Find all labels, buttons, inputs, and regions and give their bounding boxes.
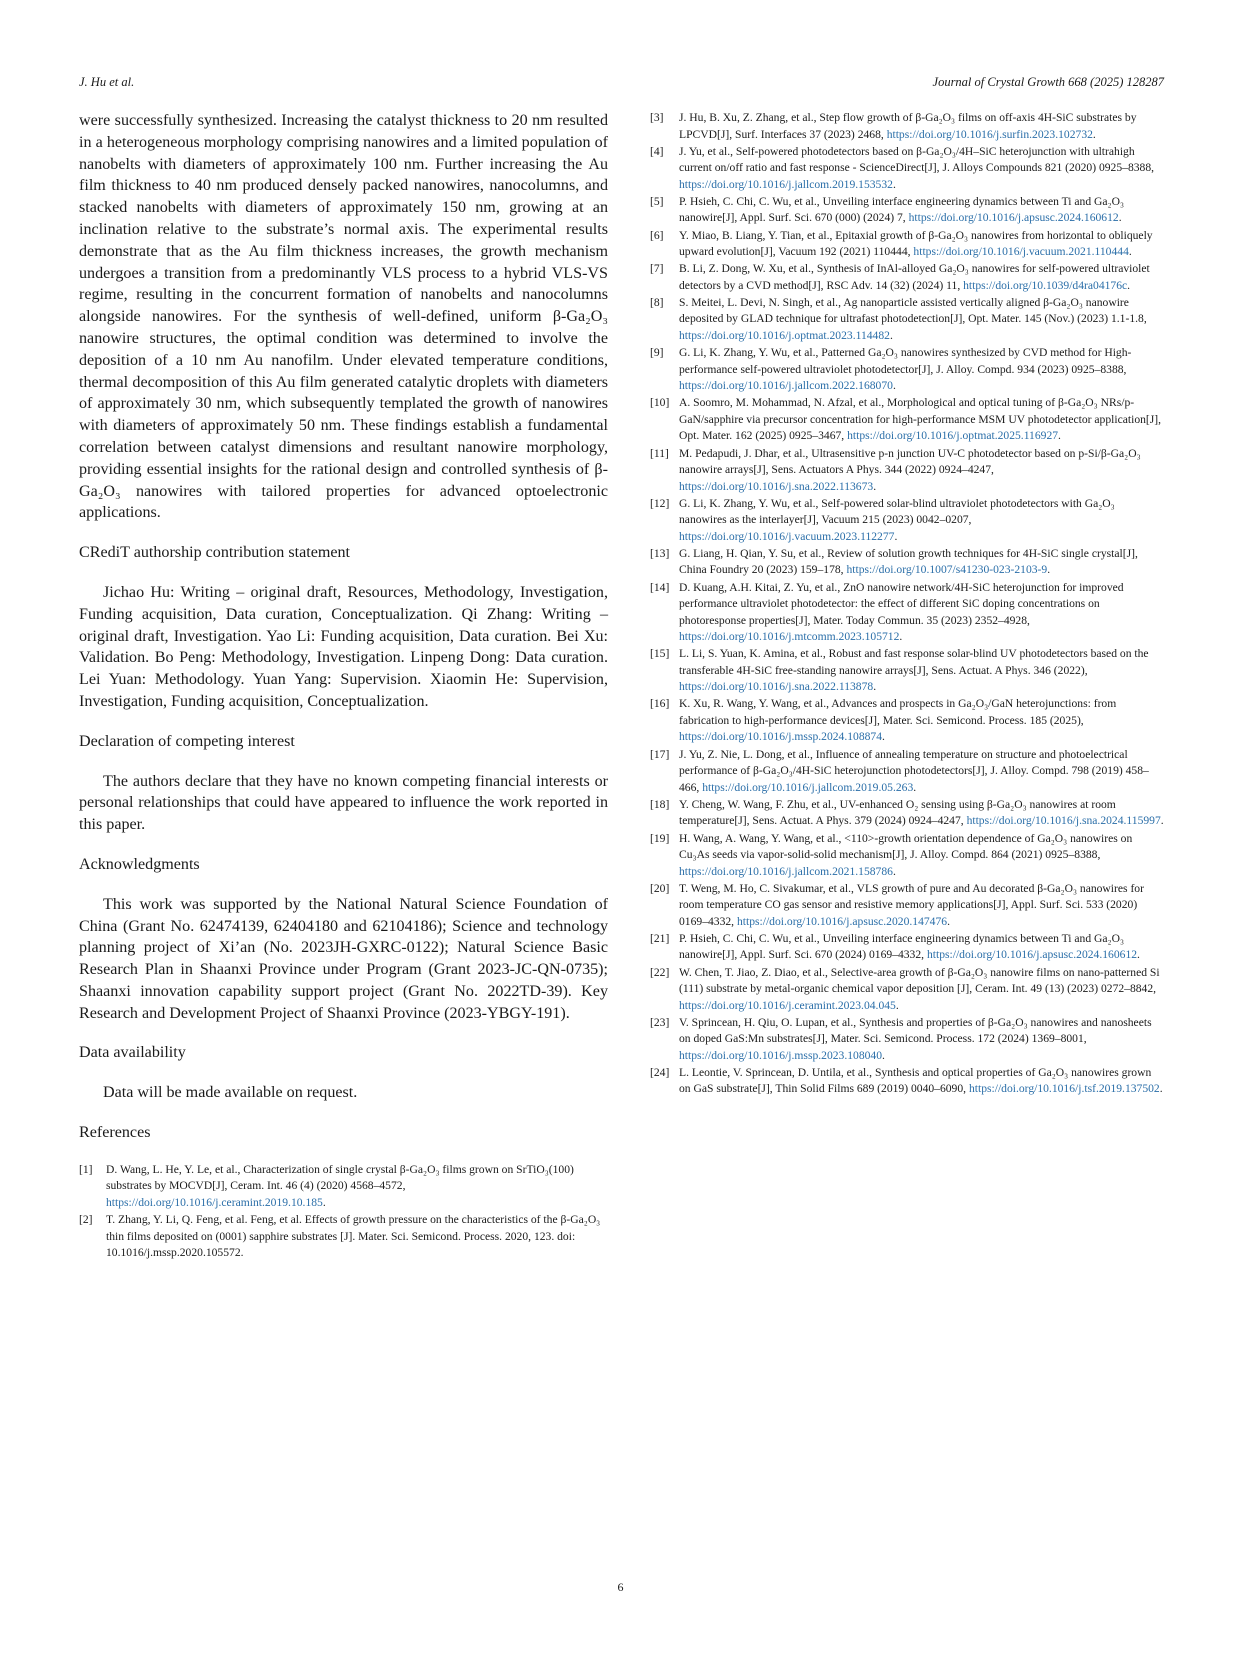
- reference-tail: .: [873, 479, 877, 493]
- reference-number: [5]: [650, 194, 664, 208]
- reference-item: [650, 965, 1164, 1015]
- reference-item: [650, 261, 1164, 294]
- credit-heading: CRediT authorship contribution statement: [79, 544, 351, 562]
- reference-number: [22]: [650, 965, 670, 979]
- reference-text: S. Meitei, L. Devi, N. Singh, et al., Ag nanoparticle assisted vertically aligned β-Ga₂O₃ nanowire deposited by GLAD technique for ultrafast photodetection[J], Opt. Mater. 145 (Nov.) (2023) 1.1-1.8,: [679, 295, 1147, 326]
- reference-number: [6]: [650, 228, 664, 242]
- reference-tail: .: [873, 680, 877, 694]
- right-column: [650, 110, 1164, 1099]
- reference-tail: .: [1127, 278, 1131, 292]
- reference-item: [650, 395, 1164, 445]
- reference-tail: .: [947, 914, 950, 928]
- reference-list-left: [79, 1162, 608, 1262]
- reference-text: J. Yu, Z. Nie, L. Dong, et al., Influence of annealing temperature on structure and photoelectrical performance of β-Ga₂O₃/4H-SiC heterojunction photodetectors[J], J. Alloy. Compd. 798 (2019) 458–466,: [679, 747, 1149, 794]
- left-column: [79, 110, 608, 1262]
- reference-doi-link[interactable]: https://doi.org/10.1016/j.vacuum.2023.112277: [679, 529, 895, 543]
- reference-number: [9]: [650, 346, 664, 360]
- reference-item: [650, 295, 1164, 345]
- reference-text: T. Weng, M. Ho, C. Sivakumar, et al., VLS growth of pure and Au decorated β-Ga₂O₃ nanowires for room temperature CO gas sensor and resistive memory applications[J], Appl. Surf. Sci. 533 (2020) 0169–4332,: [679, 881, 1144, 928]
- acknowledgments-text: This work was supported by the National Natural Science Foundation of China (Grant No. 62474139, 62404180 and 62104186); Science and technology planning project of Xi’an (No. 2023JH-GXRC-0122); Natural Science Basic Research Plan in Shaanxi Province under Program (Grant 2023-JC-QN-0735); Shaanxi innovation capability support project (Grant No. 2022TD-39). Key Research and Development Project of Shaanxi Province (2023-YBGY-191).: [79, 895, 608, 1022]
- reference-text: A. Soomro, M. Mohammad, N. Afzal, et al., Morphological and optical tuning of β-Ga₂O₃ NRs/p-GaN/sapphire via precursor concentration for high-performance MSM UV photodetector application[J], Opt. Mater. 162 (2025) 0925–3467,: [679, 396, 1162, 443]
- reference-tail: .: [892, 864, 896, 878]
- credit-text: Jichao Hu: Writing – original draft, Resources, Methodology, Investigation, Funding acquisition, Data curation, Conceptualization. Qi Zhang: Writing – original draft, Investigation. Yao Li: Funding acquisition, Data curation. Bei Xu: Validation. Bo Peng: Methodology, Investigation. Linpeng Dong: Data curation. Lei Yuan: Methodology. Yuan Yang: Supervision. Xiaomin He: Supervision, Investigation, Funding acquisition, Conceptualization.: [79, 583, 608, 710]
- reference-doi-link[interactable]: https://doi.org/10.1016/j.ceramint.2019.10.185: [106, 1195, 323, 1209]
- reference-doi-link[interactable]: https://doi.org/10.1016/j.mssp.2024.108874: [679, 730, 883, 744]
- reference-text: G. Li, K. Zhang, Y. Wu, et al., Self-powered solar-blind ultraviolet photodetectors with Ga₂O₃ nanowires as the interlayer[J], Vacuum 215 (2023) 0042–0207,: [679, 496, 1115, 527]
- reference-number: [12]: [650, 496, 670, 510]
- reference-number: [23]: [650, 1015, 670, 1029]
- reference-item: [650, 696, 1164, 746]
- reference-item: [79, 1162, 608, 1212]
- reference-doi-link[interactable]: https://doi.org/10.1016/j.tsf.2019.137502: [968, 1082, 1160, 1096]
- reference-number: [24]: [650, 1065, 670, 1079]
- reference-doi-link[interactable]: https://doi.org/10.1016/j.sna.2022.113673: [679, 479, 874, 493]
- competing-interest-text: The authors declare that they have no known competing financial interests or personal relationships that could have appeared to influence the work reported in this paper.: [79, 772, 608, 834]
- reference-tail: .: [894, 529, 898, 543]
- reference-number: [21]: [650, 931, 670, 945]
- reference-tail: .: [1160, 814, 1164, 828]
- header-authors: J. Hu et al.: [79, 75, 135, 89]
- reference-item: [650, 110, 1164, 143]
- reference-item: [650, 546, 1164, 579]
- reference-item: [650, 496, 1164, 546]
- reference-tail: .: [322, 1195, 326, 1209]
- reference-text: J. Yu, et al., Self-powered photodetectors based on β-Ga₂O₃/4H–SiC heterojunction with ultrahigh current on/off ratio and fast response - ScienceDirect[J], J. Alloys Compounds 821 (2020) 0925–8388,: [679, 144, 1155, 175]
- reference-text: J. Hu, B. Xu, Z. Zhang, et al., Step flow growth of β-Ga₂O₃ films on off-axis 4H-SiC substrates by LPCVD[J], Surf. Interfaces 37 (2023) 2468,: [679, 111, 1137, 141]
- acknowledgments-heading: Acknowledgments: [79, 855, 200, 873]
- reference-number: [14]: [650, 580, 670, 594]
- reference-number: [4]: [650, 144, 664, 158]
- reference-text: B. Li, Z. Dong, W. Xu, et al., Synthesis of InAl-alloyed Ga₂O₃ nanowires for self-powered ultraviolet detectors by a CVD method[J], RSC Adv. 14 (32) (2024) 11,: [679, 262, 1150, 292]
- reference-item: [650, 831, 1164, 881]
- reference-doi-link[interactable]: https://doi.org/10.1007/s41230-023-2103-9: [846, 563, 1048, 577]
- reference-number: [8]: [650, 295, 664, 309]
- header-journal: Journal of Crystal Growth 668 (2025) 128287: [932, 75, 1164, 89]
- reference-number: [18]: [650, 797, 670, 811]
- reference-tail: .: [882, 1048, 885, 1062]
- reference-tail: .: [892, 177, 896, 191]
- reference-doi-link[interactable]: https://doi.org/10.1016/j.jallcom.2022.168070: [679, 379, 893, 393]
- data-availability-heading: Data availability: [79, 1044, 186, 1062]
- reference-item: [650, 1015, 1164, 1065]
- reference-item: [650, 797, 1164, 830]
- reference-tail: .: [1159, 1082, 1163, 1096]
- reference-tail: .: [892, 379, 896, 393]
- reference-text: Y. Miao, B. Liang, Y. Tian, et al., Epitaxial growth of β-Ga₂O₃ nanowires from horizontal to obliquely upward evolution[J], Vacuum 192 (2021) 110444,: [679, 228, 1153, 259]
- reference-item: [650, 580, 1164, 646]
- reference-doi-link[interactable]: https://doi.org/10.1016/j.jallcom.2019.153532: [679, 177, 893, 191]
- reference-number: [17]: [650, 747, 670, 761]
- reference-item: [650, 931, 1164, 964]
- reference-text: D. Kuang, A.H. Kitai, Z. Yu, et al., ZnO nanowire network/4H-SiC heterojunction for improved performance ultraviolet photodetector: the effect of different SiC doping concentrations on photoresponse properties[J], Mater. Today Commun. 35 (2023) 2352–4928,: [679, 580, 1124, 627]
- reference-doi-link[interactable]: https://doi.org/10.1016/j.jallcom.2019.05.263: [702, 780, 914, 794]
- reference-doi-link[interactable]: https://doi.org/10.1016/j.ceramint.2023.04.045: [679, 998, 896, 1012]
- reference-number: [10]: [650, 396, 670, 410]
- conclusion-paragraph: were successfully synthesized. Increasing the catalyst thickness to 20 nm resulted in a heterogeneous morphology comprising nanowires and a limited population of nanobelts with diameters of approximately 100 nm. Further increasing the Au film thickness to 40 nm produced densely packed nanowires, nanocolumns, and stacked nanobelts with diameters of approximately 150 nm, growing at an inclination relative to the substrate’s normal axis. The experimental results demonstrate that as the Au film thickness increases, the growth mechanism undergoes a transition from a predominantly VLS process to a hybrid VLS-VS regime, resulting in the concurrent formation of nanobelts and nanocolumns alongside nanowires. For the synthesis of well-defined, uniform β-Ga₂O₃ nanowire structures, the optimal condition was determined to involve the deposition of a 10 nm Au nanofilm. Under elevated temperature conditions, thermal decomposition of this Au film generated catalytic droplets with diameters of approximately 30 nm, which subsequently templated the growth of nanowires with diameters of approximately 50 nm. These findings establish a fundamental correlation between catalyst dimensions and resultant nanowire morphology, providing essential insights for the rational design and controlled synthesis of β-Ga₂O₃ nanowires with tailored properties for advanced optoelectronic applications.: [79, 112, 608, 522]
- reference-item: [79, 1212, 608, 1262]
- reference-number: [16]: [650, 697, 670, 711]
- reference-doi-link[interactable]: https://doi.org/10.1016/j.sna.2024.115997: [966, 814, 1161, 828]
- reference-tail: .: [882, 730, 885, 744]
- reference-tail: .: [1128, 245, 1132, 259]
- reference-number: [19]: [650, 831, 670, 845]
- running-header: [79, 75, 1164, 95]
- reference-item: [650, 194, 1164, 227]
- reference-item: [650, 446, 1164, 496]
- reference-doi-link[interactable]: https://doi.org/10.1016/j.apsusc.2024.160612: [908, 211, 1119, 225]
- reference-number: [3]: [650, 111, 664, 124]
- reference-tail: .: [895, 998, 899, 1012]
- reference-number: [2]: [79, 1213, 93, 1227]
- reference-text: W. Chen, T. Jiao, Z. Diao, et al., Selective-area growth of β-Ga₂O₃ nanowire films on nano-patterned Si (111) substrate by metal-organic chemical vapor deposition [J], Ceram. Int. 49 (13) (2023) 0272–8842,: [679, 965, 1160, 996]
- reference-text: L. Leontie, V. Sprincean, D. Untila, et al., Synthesis and optical properties of Ga₂O₃ nanowires grown on GaS substrate[J], Thin Solid Films 689 (2019) 0040–6090,: [679, 1065, 1152, 1096]
- reference-text: T. Zhang, Y. Li, Q. Feng, et al. Feng, et al. Effects of growth pressure on the characteristics of the β-Ga₂O₃ thin films deposited on (0001) sapphire substrates [J]. Mater. Sci. Semicond. Process. 2020, 123. doi: 10.1016/j.mssp.2020.105572.: [106, 1213, 601, 1260]
- reference-doi-link[interactable]: https://doi.org/10.1016/j.jallcom.2021.158786: [679, 864, 893, 878]
- reference-text: P. Hsieh, C. Chi, C. Wu, et al., Unveiling interface engineering dynamics between Ti and Ga₂O₃ nanowire[J], Appl. Surf. Sci. 670 (2024) 0169–4332,: [679, 931, 1124, 962]
- reference-doi-link[interactable]: https://doi.org/10.1016/j.surfin.2023.102732: [886, 127, 1093, 141]
- page-number: 6: [617, 1580, 624, 1594]
- reference-doi-link[interactable]: https://doi.org/10.1016/j.optmat.2023.114482: [679, 328, 890, 342]
- reference-text: Y. Cheng, W. Wang, F. Zhu, et al., UV-enhanced O₂ sensing using β-Ga₂O₃ nanowires at room temperature[J], Sens. Actuat. A Phys. 379 (2024) 0924–4247,: [679, 797, 1116, 828]
- reference-tail: .: [1058, 429, 1061, 443]
- reference-number: [7]: [650, 262, 664, 276]
- reference-number: [15]: [650, 647, 670, 661]
- competing-interest-heading: Declaration of competing interest: [79, 732, 295, 750]
- reference-item: [650, 646, 1164, 696]
- reference-doi-link[interactable]: https://doi.org/10.1016/j.mssp.2023.108040: [679, 1048, 883, 1062]
- reference-number: [13]: [650, 546, 670, 560]
- reference-doi-link[interactable]: https://doi.org/10.1016/j.sna.2022.113878: [679, 680, 874, 694]
- reference-text: V. Sprincean, H. Qiu, O. Lupan, et al., Synthesis and properties of β-Ga₂O₃ nanowires and nanosheets on doped GaS:Mn substrates[J], Mater. Sci. Semicond. Process. 172 (2024) 1369–8001,: [679, 1015, 1152, 1046]
- reference-text: H. Wang, A. Wang, Y. Wang, et al., <110>-growth orientation dependence of Ga₂O₃ nanowires on Cu₃As seeds via vapor-solid-solid mechanism[J], J. Alloy. Compd. 864 (2021) 0925–8388,: [679, 831, 1133, 861]
- reference-text: G. Li, K. Zhang, Y. Wu, et al., Patterned Ga₂O₃ nanowires synthesized by CVD method for High-performance self-powered ultraviolet photodetector[J], J. Alloy. Compd. 934 (2023) 0925–8388,: [679, 346, 1132, 376]
- data-availability-text: Data will be made available on request.: [103, 1084, 358, 1102]
- reference-tail: .: [1118, 211, 1122, 225]
- reference-list-right: [650, 110, 1164, 1098]
- reference-item: [650, 1065, 1164, 1098]
- reference-text: G. Liang, H. Qian, Y. Su, et al., Review of solution growth techniques for 4H-SiC single crystal[J], China Foundry 20 (2023) 159–178,: [679, 546, 1138, 577]
- reference-number: [11]: [650, 446, 669, 460]
- reference-item: [650, 144, 1164, 194]
- reference-tail: .: [913, 780, 917, 794]
- reference-doi-link[interactable]: https://doi.org/10.1016/j.optmat.2025.116927: [847, 429, 1059, 443]
- reference-item: [650, 881, 1164, 931]
- reference-number: [1]: [79, 1162, 93, 1176]
- reference-text: D. Wang, L. He, Y. Le, et al., Characterization of single crystal β-Ga₂O₃ films grown on SrTiO₃(100) substrates by MOCVD[J], Ceram. Int. 46 (4) (2020) 4568–4572,: [106, 1162, 574, 1193]
- reference-tail: .: [1137, 948, 1140, 962]
- reference-text: K. Xu, R. Wang, Y. Wang, et al., Advances and prospects in Ga₂O₃/GaN heterojunctions: from fabrication to high-performance devices[J], Mater. Sci. Semicond. Process. 185 (2025),: [679, 697, 1117, 727]
- reference-item: [650, 747, 1164, 797]
- reference-tail: .: [889, 328, 893, 342]
- reference-doi-link[interactable]: https://doi.org/10.1016/j.apsusc.2020.147476: [736, 914, 948, 928]
- reference-number: [20]: [650, 881, 670, 895]
- reference-text: L. Li, S. Yuan, K. Amina, et al., Robust and fast response solar-blind UV photodetectors based on the transferable 4H-SiC free-standing nanowire arrays[J], Sens. Actuat. A Phys. 346 (2022),: [679, 647, 1149, 677]
- reference-tail: .: [899, 630, 903, 644]
- reference-item: [650, 228, 1164, 261]
- reference-text: P. Hsieh, C. Chi, C. Wu, et al., Unveiling interface engineering dynamics between Ti and Ga₂O₃ nanowire[J], Appl. Surf. Sci. 670 (000) (2024) 7,: [679, 194, 1124, 225]
- reference-text: M. Pedapudi, J. Dhar, et al., Ultrasensitive p-n junction UV-C photodetector based on p-Si/β-Ga₂O₃ nanowire arrays[J], Sens. Actuators A Phys. 344 (2022) 0924–4247,: [679, 446, 1141, 476]
- reference-doi-link[interactable]: https://doi.org/10.1039/d4ra04176c: [963, 278, 1128, 292]
- reference-item: [650, 345, 1164, 395]
- reference-doi-link[interactable]: https://doi.org/10.1016/j.mtcomm.2023.105712: [679, 630, 900, 644]
- reference-doi-link[interactable]: https://doi.org/10.1016/j.vacuum.2021.110444: [913, 245, 1129, 259]
- reference-tail: .: [1047, 563, 1051, 577]
- reference-tail: .: [1092, 127, 1096, 141]
- references-heading: References: [79, 1124, 151, 1142]
- reference-doi-link[interactable]: https://doi.org/10.1016/j.apsusc.2024.160612: [926, 948, 1138, 962]
